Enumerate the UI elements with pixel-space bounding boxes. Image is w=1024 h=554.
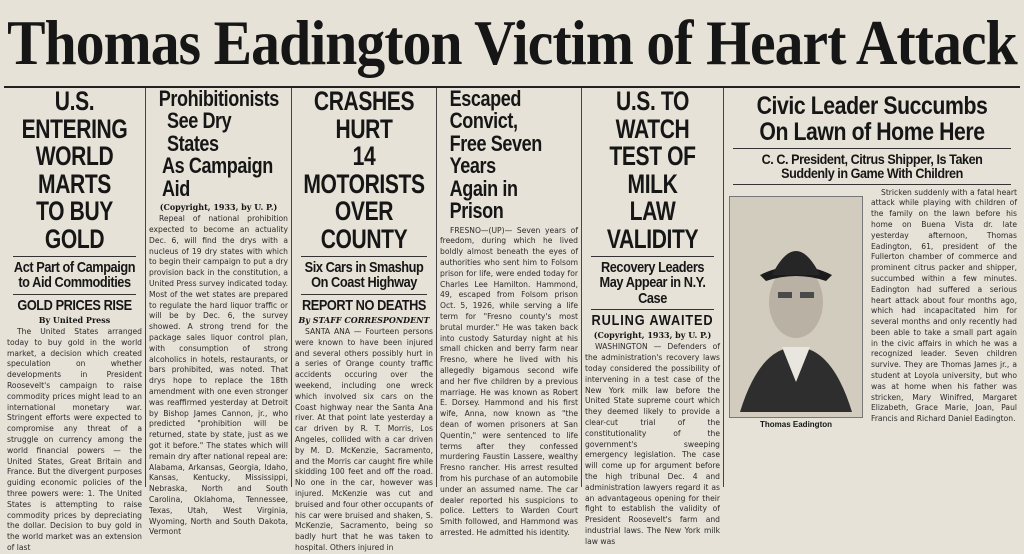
headline-line: As Campaign Aid: [162, 153, 273, 201]
photo-block: [727, 188, 865, 429]
deck-eadington: C. C. President, Citrus Shipper, Is Taken Suddenly in Game With Children: [761, 151, 983, 182]
headline-line: 14 MOTORISTS: [303, 141, 425, 199]
headline-convict: [450, 88, 575, 223]
headline-line: OVER COUNTY: [320, 196, 408, 254]
deck-gold: Act Part of Campaign to Aid Commodities: [13, 259, 136, 292]
headline-gold: [11, 88, 138, 253]
banner-headline-text: Thomas Eadington Victim of Heart Attack: [7, 7, 1017, 78]
article-body-prohibition: [149, 214, 288, 538]
headline-line: U.S. TO WATCH: [615, 86, 690, 144]
headline-prohibition: [159, 88, 284, 200]
paragraph: FRESNO—(UP)— Seven years of freedom, during which he lived boldly almost beneath the eyes of authorities who sent him to Folsom prison for life, were ended today for Charles Lee Hamilton. Hammond, 49, escaped from Folsom prison Oct. 5, 1926, while serving a life term for "Fresno county's most brutal murder." He was taken back into custody Saturday night at his small chicken and berry farm near Fresno, where he lived with his allegedly bigamous second wife and her five children by a previous marriage. He was known as Robert E. Dorsey. Hammond and his first wife, Anna, now known as "the dean of women prisoners at San Quentin," were sentenced to life terms after they confessed murdering Faustin Lassere, wealthy Fresno rancher. His arrest resulted from his purchase of an automobile under an assumed name. The car dealer reported his suspicions to police. Letters to Warden Court Smith followed, and Hammond was arrested. He admitted his identity.: [440, 225, 578, 537]
dateline-milk-law: (Copyright, 1933, by U. P.): [593, 330, 712, 341]
headline-crash: [299, 88, 428, 253]
divider: [733, 148, 1011, 149]
byline-crash: By STAFF CORRESPONDENT: [298, 315, 430, 326]
dateline-prohibition: (Copyright, 1933, by U. P.): [159, 202, 278, 213]
portrait-photo: [729, 196, 863, 418]
deck-crash: Six Cars in Smashup On Coast Highway: [304, 259, 424, 292]
headline-line: Civic Leader Succumbs: [756, 92, 988, 120]
article-body-eadington: [871, 188, 1017, 429]
headline-line: Free Seven Years: [449, 130, 542, 179]
headline-line: TO BUY GOLD: [36, 196, 113, 254]
divider: [733, 184, 1011, 185]
headline-line: On Lawn of Home Here: [759, 117, 985, 146]
divider: [301, 294, 427, 295]
headline-line: U.S. ENTERING: [21, 86, 128, 144]
paragraph: Repeal of national prohibition expected to become an actuality Dec. 6, will find the drys with a nucleus of 19 dry states with which to begin their campaign to put a dry provision back in the constitution, a United Press survey indicated today. Most of the wet states are prepared to regulate the hard liquor traffic or will be by Dec. 6, the survey showed. A strong trend for the package sales liquor control plan, with consumption of strong alcoholics in hotels, restaurants, or bars prohibited, was noted. That drys hope to replace the 18th amendment with one even stronger was reaffirmed yesterday at Detroit by Bishop James Cannon, jr., who predicted "prohibition will be returned, state by state, just as we got it before." The states which will remain dry after national repeal are: Alabama, Arkansas, Georgia, Idaho, Kansas, Kentucky, Mississippi, Nebraska, North and South Carolina, Oklahoma, Tennessee, Texas, Utah, West Virginia, Wyoming, North and South Dakota, Vermont: [149, 214, 288, 537]
column-eadington-story: [724, 88, 1020, 487]
divider: [13, 256, 136, 257]
paragraph: WASHINGTON — Defenders of the administration's recovery laws today considered the possibility of intervening in a test case of the New York milk law before the United State supreme court which they deemed likely to provide a clear-cut trial of the constitutionality of the government's sweeping emergency legislation. The case will come up for argument before the high tribunal Dec. 4 and administration lawyers regard it as an advantageous opening for their fight to establish the validity of President Roosevelt's farm and industrial laws. The New York milk law was: [585, 342, 720, 546]
headline-line: LAW VALIDITY: [606, 196, 699, 254]
headline-line: Again in Prison: [449, 175, 518, 224]
headline-line: Prohibitionists: [158, 86, 279, 111]
article-body-milk-law: [585, 342, 720, 547]
photo-caption: Thomas Eadington: [760, 419, 832, 429]
photo-and-text: [727, 188, 1017, 429]
headline-line: TEST OF MILK: [609, 141, 696, 199]
byline-gold: By United Press: [38, 315, 111, 326]
article-body-crash: [295, 327, 433, 554]
divider: [13, 294, 136, 295]
column-prohibition-story: [146, 86, 292, 537]
headline-milk-law: [589, 88, 716, 253]
headline-eadington: [732, 94, 1013, 145]
article-body-convict: [440, 226, 578, 539]
column-milk-law-story: [582, 86, 724, 546]
column-convict-story: [437, 86, 582, 537]
paragraph: Stricken suddenly with a fatal heart attack while playing with children of the family on the lawn before his home on Buena Vista dr. late yesterday afternoon, Thomas Eadington, 61, president of the Fullerton chamber of commerce and prominent citrus packer and shipper, succumbed within a few minutes. Eadington had suffered a serious heart attack about four months ago, which had incapacitated him for several months and only recently had been able to take a small part again in the civic affairs in which he was a recognized leader. Seven children survive. They are Thomas James jr., a student at Loyola university, but who was at home when his father was stricken, Mary Winifred, Margaret Elizabeth, Grace Marie, Joan, Paul Francis and Richard Daniel Eadington.: [871, 187, 1017, 424]
column-gold-story: [4, 86, 146, 553]
paragraph: The United States arranged today to buy gold in the world market, a decision which created speculation on whether developments in President Roosevelt's campaign to raise commodity prices might lead to an international monetary war. Stringent efforts were expected to compromise any threat of a struggle on currency among the world financial powers — the United States, Great Britain and France. But the divergent purposes guiding economic policies of the three powers were: 1. The United States is attempting to raise commodity prices by depreciating the dollar. Decision to buy gold in the world market was an extension of last: [7, 327, 142, 553]
banner-headline: [4, 0, 1020, 86]
article-body-gold: [7, 327, 142, 554]
subhead-crash: REPORT NO DEATHS: [301, 296, 427, 314]
divider: [591, 256, 714, 257]
headline-line: See Dry States: [166, 108, 232, 156]
portrait-illustration: [730, 197, 862, 417]
headline-line: Escaped Convict,: [449, 86, 522, 134]
subhead-gold: GOLD PRICES RISE: [17, 296, 132, 314]
headline-line: CRASHES HURT: [313, 86, 415, 144]
column-crash-story: [292, 86, 437, 553]
deck-milk-law: Recovery Leaders May Appear in N.Y. Case: [599, 259, 706, 307]
headline-line: WORLD MARTS: [35, 141, 114, 199]
divider: [591, 309, 714, 310]
paragraph: SANTA ANA — Fourteen persons were known to have been injured and several others possibly hurt in a series of Orange county traffic accidents occuring over the weekend, including one wreck which involved six cars on the Coast highway near the Santa Ana river. At that point late yesterday a car driven by R. T. Morris, Los Angeles, collided with a car driven by M. D. McKenzie, Sacramento, and the Morris car caught fire while skidding 100 feet and off the road. No one in the car, however was injured. McKenzie was cut and bruised and four other occupants of his car were bruised and shaken, S. McKenzie, Sacramento, being so badly hurt that he was taken to hospital. Others injured in: [295, 327, 433, 553]
subhead-milk-law: RULING AWAITED: [591, 312, 714, 330]
divider: [301, 256, 427, 257]
